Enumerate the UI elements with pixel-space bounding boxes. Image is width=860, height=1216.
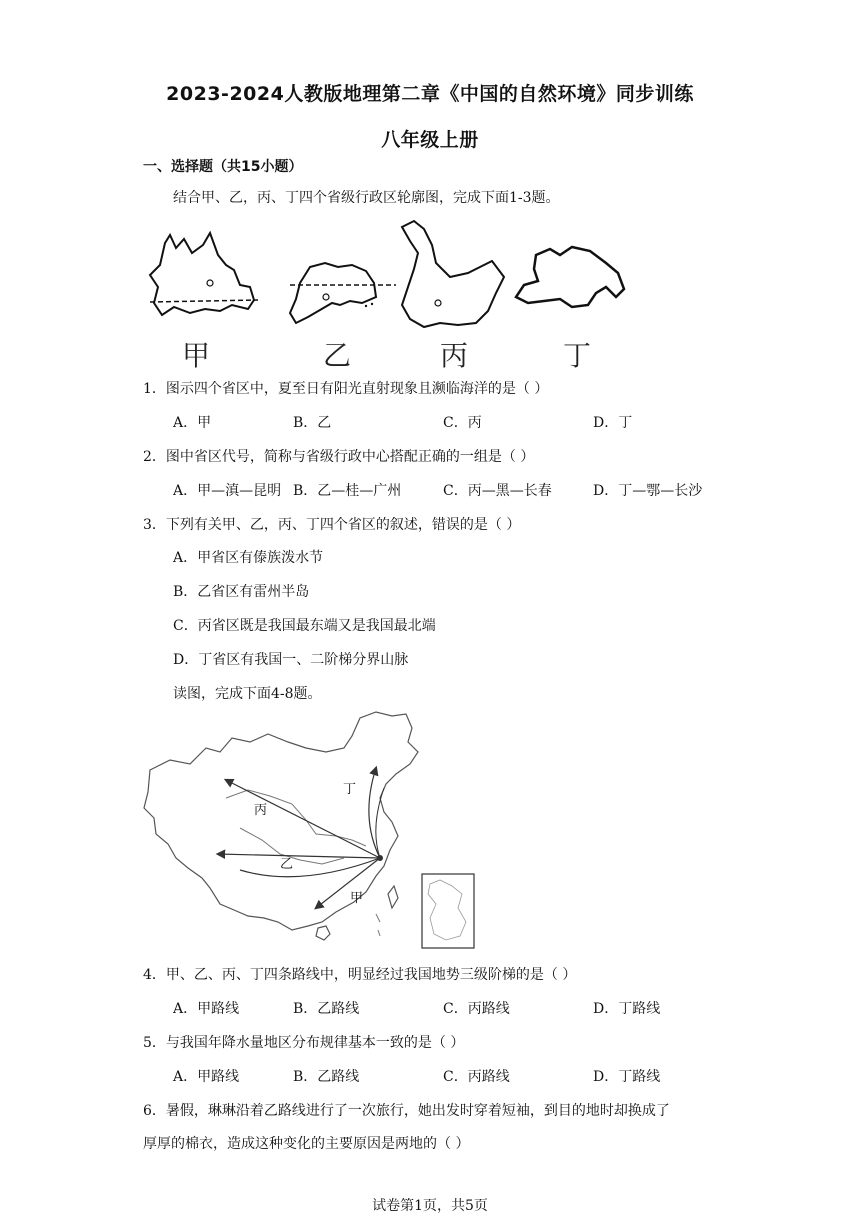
route-ding [369,768,380,858]
option: D．丁省区有我国一、二阶梯分界山脉 [173,652,409,668]
route-label-bing: 丙 [254,803,268,818]
china-routes-map [140,708,480,953]
option: C．丙省区既是我国最东端又是我国最北端 [173,618,436,634]
page-subtitle: 八年级上册 [381,129,479,151]
question-2: 2．图中省区代号，简称与省级行政中心搭配正确的一组是（ ） [143,449,535,465]
question-3: 3．下列有关甲、乙，丙、丁四个省区的叙述，错误的是（ ） [143,517,521,533]
route-label-ding: 丁 [343,782,357,797]
figure-label-yi: 乙 [323,339,352,372]
option: C．丙—黑—长春 [443,483,552,499]
instruction-text: 结合甲、乙，丙、丁四个省级行政区轮廓图，完成下面1-3题。 [173,190,560,206]
page-footer: 试卷第1页，共5页 [372,1198,488,1214]
question-6-cont: 厚厚的棉衣，造成这种变化的主要原因是两地的（ ） [143,1136,470,1152]
option: C．丙 [443,415,482,431]
option: A．甲路线 [173,1001,240,1017]
question-4: 4．甲、乙、丙、丁四条路线中，明显经过我国地势三级阶梯的是（ ） [143,967,577,983]
figure-label-ding: 丁 [563,339,592,372]
option: B．乙路线 [293,1069,360,1085]
option: B．乙省区有雷州半岛 [173,584,310,600]
option: C．丙路线 [443,1001,510,1017]
question-6: 6．暑假，琳琳沿着乙路线进行了一次旅行，她出发时穿着短袖，到目的地时却换成了 [143,1103,670,1119]
question-5: 5．与我国年降水量地区分布规律基本一致的是（ ） [143,1035,465,1051]
option: D．丁路线 [593,1069,661,1085]
province-outline-ding [516,247,624,307]
route-yi [218,854,380,858]
province-outline-jia [150,233,254,315]
page-title: 2023-2024人教版地理第二章《中国的自然环境》同步训练 [166,83,694,105]
option: D．丁 [593,415,633,431]
route-jia [316,858,380,908]
figure-label-jia: 甲 [182,339,211,372]
option: A．甲路线 [173,1069,240,1085]
instruction-text: 读图，完成下面4-8题。 [173,686,322,702]
figure-label-bing: 丙 [440,339,469,372]
option: A．甲—滇—昆明 [173,483,282,499]
option: D．丁路线 [593,1001,661,1017]
province-outline-bing [402,221,504,327]
option: A．甲 [173,415,212,431]
route-bing [226,780,380,858]
option: A．甲省区有傣族泼水节 [173,550,324,566]
question-1: 1．图示四个省区中，夏至日有阳光直射现象且濒临海洋的是（ ） [143,381,549,397]
option: C．丙路线 [443,1069,510,1085]
option: B．乙—桂—广州 [293,483,402,499]
section-heading: 一、选择题（共15小题） [143,159,303,175]
route-label-jia: 甲 [350,891,364,906]
route-label-yi: 乙 [280,857,294,872]
province-outline-yi [290,263,376,323]
option: B．乙 [293,415,332,431]
option: B．乙路线 [293,1001,360,1017]
option: D．丁—鄂—长沙 [593,483,703,499]
